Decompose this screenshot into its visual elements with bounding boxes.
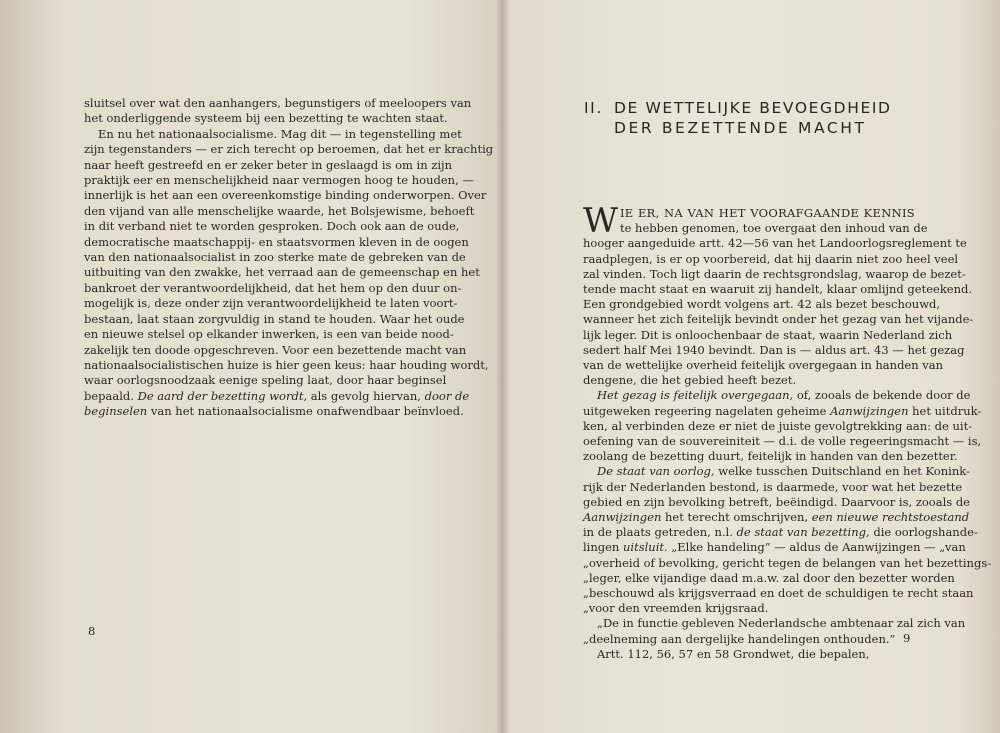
italic-text: Aanwijzingen <box>583 510 662 525</box>
text-run: „leger, elke vijandige daad m.a.w. zal door den bezetter worden <box>583 570 955 585</box>
text-run: lingen <box>583 540 623 555</box>
text-line <box>583 388 971 403</box>
text-run: oefening van de souvereiniteit — d.i. de volle regeeringsmacht — is, <box>583 434 982 449</box>
text-run: bankroet der verantwoordelijkheid, dat het hem op den duur on- <box>84 280 462 295</box>
drop-cap: W <box>583 201 618 241</box>
text-run: raadplegen, is er op voorbereid, dat hij daarin niet zoo heel veel <box>583 251 959 266</box>
italic-text: De aard der bezetting wordt, <box>137 388 308 403</box>
italic-text: De staat van oorlog, <box>597 464 715 479</box>
text-line <box>84 357 489 373</box>
text-line <box>84 173 474 188</box>
text-line <box>583 312 974 327</box>
chapter-title-line-1: DE WETTELIJKE BEVOEGDHEID <box>614 99 892 117</box>
opening-caps: IE ER, NA VAN HET VOORAFGAANDE KENNIS <box>619 206 915 220</box>
text-line <box>84 311 465 327</box>
text-run: sluitsel over wat den aanhangers, begunstigers of meeloopers van <box>84 96 472 110</box>
text-run: Een grondgebied wordt volgens art. 42 als bezet beschouwd, <box>583 297 941 312</box>
text-run: dengene, die het gebied heeft bezet. <box>583 373 797 388</box>
text-run: het uitdruk- <box>908 403 982 418</box>
text-line <box>84 327 454 342</box>
text-line <box>84 188 487 203</box>
text-run: in de plaats getreden, n.l. <box>583 525 737 540</box>
text-line <box>583 540 966 555</box>
paragraph <box>583 388 982 464</box>
text-line <box>583 418 973 434</box>
text-line <box>84 342 467 358</box>
text-run: wanneer het zich feitelijk bevindt onder het gezag van het vijande- <box>583 312 974 327</box>
paragraph <box>583 647 915 662</box>
text-run: „beschouwd als krijgsverraad en doet de schuldigen te recht staan <box>583 586 974 601</box>
text-line <box>583 327 953 343</box>
text-line <box>583 434 982 449</box>
chapter-heading <box>584 98 924 138</box>
text-line <box>583 479 963 495</box>
text-line <box>583 282 973 297</box>
text-run: lijk leger. Dit is onloochenbaar de staat, waarin Nederland zich <box>583 327 953 342</box>
text-run: uitgeweken regeering nagelaten geheime <box>583 403 831 418</box>
text-run: „De in functie gebleven Nederlandsche ambtenaar zal zich van <box>597 616 966 631</box>
paragraph <box>84 126 494 420</box>
text-run: „voor den vreemden krijgsraad. <box>583 601 769 616</box>
text-line <box>583 342 965 358</box>
text-run: zal vinden. Toch ligt daarin de rechtsgrondslag, waarop de bezet- <box>583 266 966 281</box>
text-line <box>583 570 955 586</box>
text-run: het terecht omschrijven, <box>661 510 812 525</box>
right-page <box>503 0 1000 733</box>
text-run: tende macht staat en waaruit zij handelt, klaar omlijnd geteekend. <box>583 282 973 297</box>
text-run: gebied en zijn bevolking betreft, beëindigd. Daarvoor is, zooals de <box>583 494 970 509</box>
paragraph <box>583 464 992 616</box>
text-run: of, zooals de bekende door de <box>793 388 971 403</box>
italic-text: beginselen <box>84 404 148 419</box>
right-page-body <box>583 221 992 662</box>
text-line <box>583 555 992 571</box>
text-line <box>84 157 453 173</box>
text-run: sedert half Mei 1940 bevindt. Dan is — aldus art. 43 — het gezag <box>583 342 965 357</box>
text-line <box>583 601 915 616</box>
chapter-number: II. <box>584 99 603 117</box>
text-line <box>583 510 970 525</box>
italic-text: Het gezag is feitelijk overgegaan, <box>597 388 794 403</box>
text-run: den vijand van alle menschelijke waarde, het Bolsjewisme, behoeft <box>84 203 475 218</box>
text-run: welke tusschen Duitschland en het Konink- <box>714 464 970 479</box>
text-run: in dit verband niet te worden gesproken. Doch ook aan de oude, <box>84 219 460 234</box>
text-line <box>84 203 475 219</box>
text-line <box>84 96 472 111</box>
text-run: praktijk eer en menschelijkheid naar vermogen hoog te houden, — <box>84 173 474 188</box>
text-line <box>84 250 466 265</box>
text-run: „Elke handeling” — aldus de Aanwijzingen — „van <box>667 540 966 555</box>
text-line <box>84 404 464 419</box>
text-run: uitbuiting van den zwakke, het verraad aan de gemeenschap en het <box>84 265 480 280</box>
text-run: bepaald. <box>84 388 138 403</box>
text-run: bestaan, laat staan zorgvuldig in stand te houden. Waar het oude <box>84 311 465 326</box>
italic-text: een nieuwe rechtstoestand <box>811 510 970 525</box>
text-line <box>583 494 970 510</box>
paragraph <box>84 96 472 127</box>
text-run: waar oorlogsnoodzaak eenige speling laat, door haar beginsel <box>84 373 447 388</box>
text-line <box>84 296 458 311</box>
text-run: als gevolg hiervan, <box>307 388 425 403</box>
text-run: innerlijk is het aan een overeenkomstige binding onderworpen. Over <box>84 188 487 203</box>
text-run: het onderliggende systeem bij een bezetting te wachten staat. <box>84 111 448 126</box>
text-line <box>583 586 974 601</box>
text-line <box>583 632 915 647</box>
paragraph <box>583 616 966 646</box>
text-line <box>84 142 494 157</box>
text-line <box>84 234 469 250</box>
text-run: die oorlogshande- <box>869 525 978 540</box>
text-line <box>84 265 480 280</box>
text-run: te hebben genomen, toe overgaat den inhoud van de <box>619 221 928 236</box>
page-number-right: 9 <box>903 631 911 645</box>
text-line <box>583 266 966 282</box>
italic-text: de staat van bezetting, <box>736 525 870 540</box>
text-line <box>84 373 447 388</box>
text-line <box>583 236 967 251</box>
paragraph <box>583 221 974 388</box>
text-line <box>84 280 462 296</box>
text-run: „deelneming aan dergelijke handelingen onthouden.” <box>583 631 896 646</box>
text-line <box>583 449 958 464</box>
text-line <box>583 647 915 662</box>
text-run: rijk der Nederlanden bestond, is daarmede, voor wat het bezette <box>583 479 963 494</box>
text-run: zoolang de bezetting duurt, feitelijk in handen van den bezetter. <box>583 449 958 464</box>
left-page-text <box>84 96 494 420</box>
text-line <box>84 219 460 234</box>
right-page-text <box>583 201 992 662</box>
text-line <box>583 464 970 479</box>
text-line <box>84 111 448 126</box>
text-run: „overheid of bevolking, gericht tegen de belangen van het bezettings- <box>583 555 992 570</box>
text-run: nationaalsocialistischen huize is hier geen keus: haar houding wordt, <box>84 357 489 372</box>
text-line <box>583 403 982 419</box>
text-line <box>583 358 944 373</box>
text-line <box>583 616 966 631</box>
text-run: En nu het nationaalsocialisme. Mag dit — in tegenstelling met <box>98 126 462 141</box>
text-line <box>583 251 959 267</box>
text-run: zakelijk ten doode opgeschreven. Voor een bezettende macht van <box>84 342 467 357</box>
text-run: hooger aangeduide artt. 42—56 van het Landoorlogsreglement te <box>583 236 967 251</box>
text-line <box>84 126 462 142</box>
text-line <box>84 388 470 404</box>
chapter-title-line-2: DER BEZETTENDE MACHT <box>614 119 867 137</box>
text-run: en nieuwe stelsel op elkander inwerken, is een van beide nood- <box>84 327 454 342</box>
text-run: mogelijk is, deze onder zijn verantwoordelijkheid te laten voort- <box>84 296 458 311</box>
text-line <box>583 297 941 312</box>
text-run: van het nationaalsocialisme onafwendbaar beïnvloed. <box>147 404 464 419</box>
text-run: zijn tegenstanders — er zich terecht op beroemen, dat het er krachtig <box>84 142 494 157</box>
text-run: naar heeft gestreefd en er zeker beter in geslaagd is om in zijn <box>84 157 453 172</box>
page-number-left: 8 <box>88 624 96 638</box>
text-run: ken, al verbinden deze er niet de juiste gevolgtrekking aan: de uit- <box>583 418 973 433</box>
text-line <box>583 221 928 236</box>
italic-text: door de <box>424 388 470 403</box>
italic-text: Aanwijzingen <box>830 403 909 418</box>
text-run: van de wettelijke overheid feitelijk overgegaan in handen van <box>583 358 944 373</box>
text-line <box>583 373 915 388</box>
text-run: van den nationaalsocialist in zoo sterke mate de gebreken van de <box>84 250 466 265</box>
text-run: Artt. 112, 56, 57 en 58 Grondwet, die bepalen, <box>597 646 870 661</box>
text-line <box>583 525 978 540</box>
text-run: democratische maatschappij- en staatsvormen kleven in de oogen <box>84 234 469 249</box>
italic-text: uitsluit. <box>623 540 668 555</box>
